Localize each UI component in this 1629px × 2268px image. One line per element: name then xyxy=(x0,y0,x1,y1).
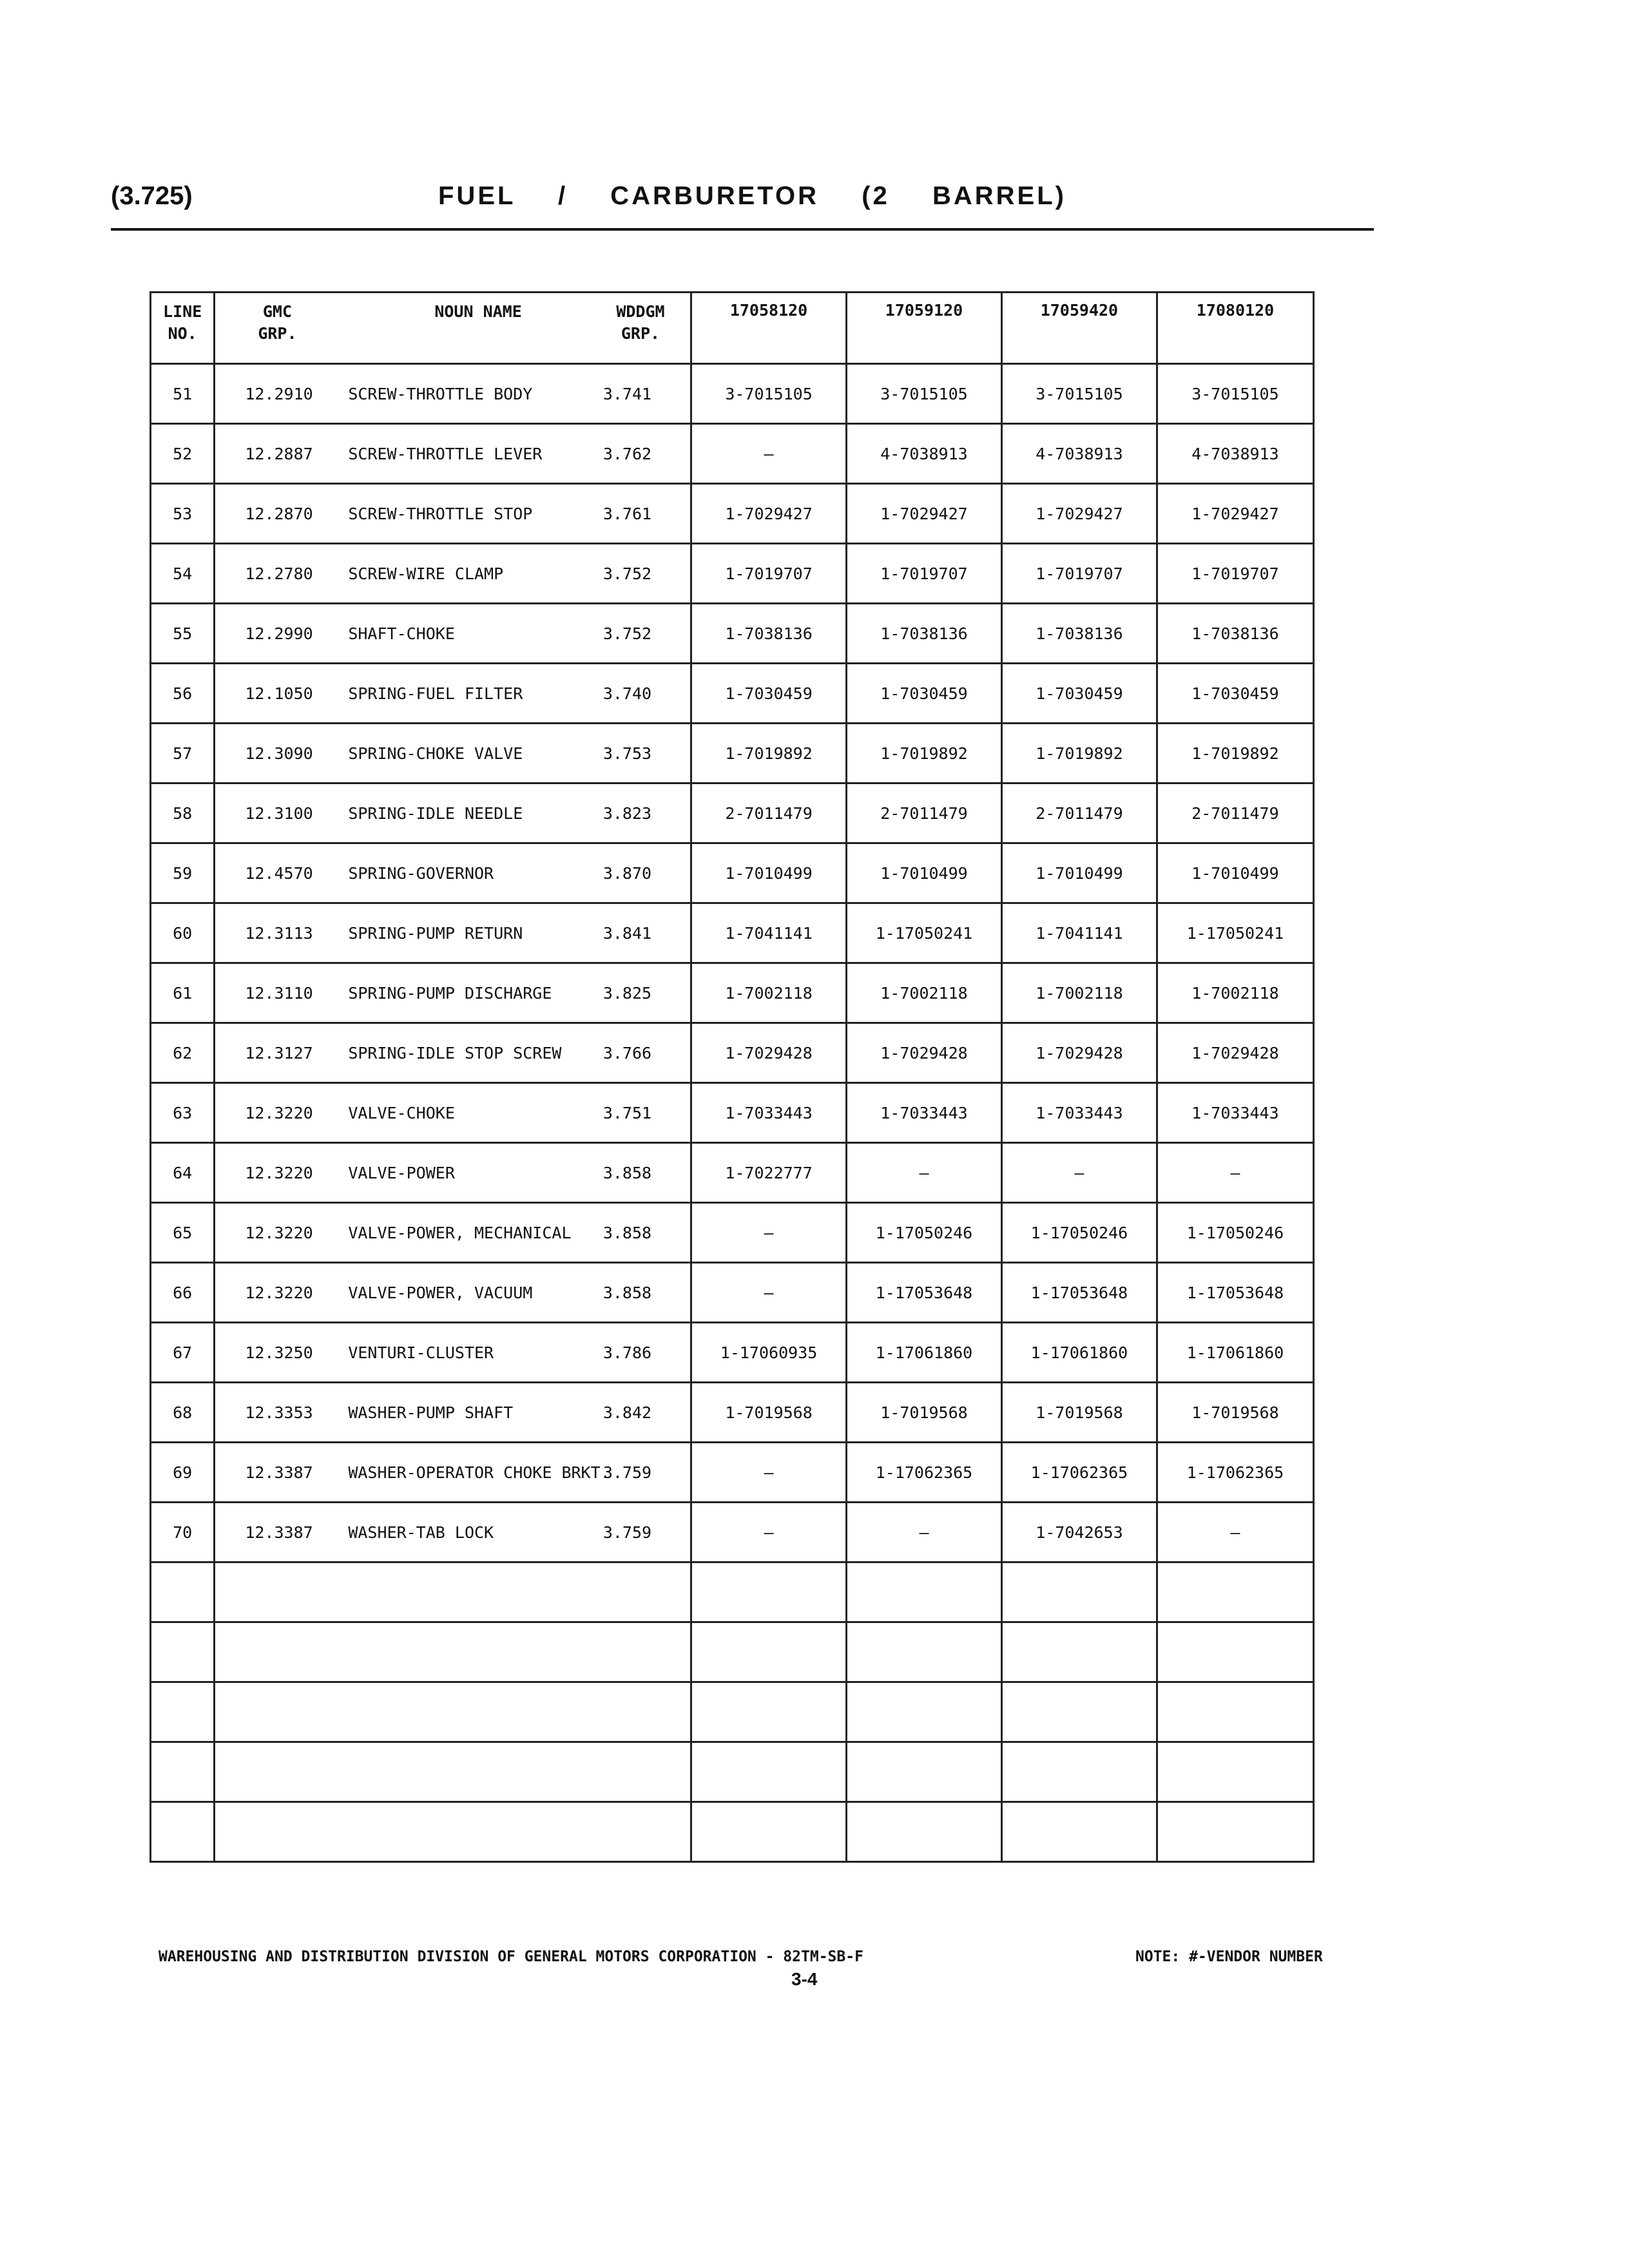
part-number-cell-4: 1-17053648 xyxy=(1157,1263,1313,1323)
part-number-cell-3: 4-7038913 xyxy=(1001,424,1157,484)
wddgm-group: 3.786 xyxy=(602,1343,652,1362)
wddgm-group: 3.858 xyxy=(602,1283,652,1302)
part-number-cell-3: 1-7038136 xyxy=(1001,604,1157,664)
empty-cell xyxy=(691,1682,847,1742)
description-cell xyxy=(215,364,691,424)
description-inner xyxy=(215,664,690,722)
noun-name: VENTURI-CLUSTER xyxy=(348,1343,494,1362)
part-number-cell-2: 1-7029428 xyxy=(847,1023,1002,1083)
part-number-cell-3: 1-7042653 xyxy=(1001,1503,1157,1562)
part-number-cell-4: 1-7010499 xyxy=(1157,843,1313,903)
gmc-group: 12.3220 xyxy=(245,1223,313,1242)
line-number-cell: 52 xyxy=(151,424,215,484)
part-number-cell-4: 1-17062365 xyxy=(1157,1443,1313,1503)
part-number-cell-1: 1-7010499 xyxy=(691,843,847,903)
part-number-cell-4: — xyxy=(1157,1143,1313,1203)
header-part-col-1: 17058120 xyxy=(691,293,847,364)
wddgm-group: 3.823 xyxy=(602,803,652,823)
part-number-cell-3: 1-17050246 xyxy=(1001,1203,1157,1263)
table-row xyxy=(151,843,1314,903)
part-number-cell-2: 1-7038136 xyxy=(847,604,1002,664)
empty-cell xyxy=(1001,1742,1157,1802)
parts-table xyxy=(149,291,1315,1863)
header-divider xyxy=(111,228,1374,231)
table-row xyxy=(151,484,1314,544)
gmc-group: 12.3220 xyxy=(245,1283,313,1302)
wddgm-group: 3.740 xyxy=(602,684,652,703)
part-number-cell-1: — xyxy=(691,1263,847,1323)
gmc-group: 12.3387 xyxy=(245,1463,313,1482)
gmc-group: 12.3113 xyxy=(245,923,313,943)
header-wddgm-grp-label: GRP. xyxy=(621,324,660,343)
description-inner xyxy=(215,904,690,962)
part-number-cell-4: 1-7002118 xyxy=(1157,963,1313,1023)
part-number-cell-2: 1-7010499 xyxy=(847,843,1002,903)
line-number-cell: 55 xyxy=(151,604,215,664)
part-number-cell-2: 1-7033443 xyxy=(847,1083,1002,1143)
wddgm-group: 3.759 xyxy=(602,1523,652,1542)
description-cell xyxy=(215,1443,691,1503)
noun-name: WASHER-TAB LOCK xyxy=(348,1523,494,1542)
part-number-cell-2: — xyxy=(847,1503,1002,1562)
part-number-cell-2: 1-7030459 xyxy=(847,664,1002,724)
wddgm-group: 3.841 xyxy=(602,923,652,943)
noun-name: SCREW-THROTTLE BODY xyxy=(348,384,533,403)
noun-name: SPRING-GOVERNOR xyxy=(348,863,494,883)
table-row xyxy=(151,424,1314,484)
part-number-cell-2: 1-7029427 xyxy=(847,484,1002,544)
table-row xyxy=(151,1023,1314,1083)
part-number-cell-1: 1-7029427 xyxy=(691,484,847,544)
noun-name: SCREW-WIRE CLAMP xyxy=(348,564,504,583)
part-number-cell-3: 1-17061860 xyxy=(1001,1323,1157,1383)
gmc-group: 12.2910 xyxy=(245,384,313,403)
line-number-cell: 56 xyxy=(151,664,215,724)
empty-cell xyxy=(151,1802,215,1862)
empty-row xyxy=(151,1562,1314,1622)
line-number-cell: 53 xyxy=(151,484,215,544)
line-number-cell: 60 xyxy=(151,903,215,963)
part-number-cell-3: 1-7019568 xyxy=(1001,1383,1157,1443)
line-number-cell: 64 xyxy=(151,1143,215,1203)
part-number-cell-3: — xyxy=(1001,1143,1157,1203)
description-cell xyxy=(215,1323,691,1383)
description-cell xyxy=(215,783,691,843)
footer-note: NOTE: #-VENDOR NUMBER xyxy=(1135,1948,1323,1965)
part-number-cell-2: 3-7015105 xyxy=(847,364,1002,424)
empty-cell xyxy=(847,1562,1002,1622)
header-line-label: LINE xyxy=(163,302,202,321)
empty-cell xyxy=(847,1682,1002,1742)
part-number-cell-4: 1-7029427 xyxy=(1157,484,1313,544)
table-row xyxy=(151,544,1314,604)
gmc-group: 12.3127 xyxy=(245,1043,313,1062)
wddgm-group: 3.741 xyxy=(602,384,652,403)
description-inner xyxy=(215,724,690,782)
empty-cell xyxy=(151,1562,215,1622)
part-number-cell-3: 1-7010499 xyxy=(1001,843,1157,903)
noun-name: SPRING-IDLE NEEDLE xyxy=(348,803,523,823)
gmc-group: 12.3220 xyxy=(245,1103,313,1122)
wddgm-group: 3.842 xyxy=(602,1403,652,1422)
empty-cell xyxy=(1001,1622,1157,1682)
wddgm-group: 3.752 xyxy=(602,564,652,583)
line-number-cell: 57 xyxy=(151,724,215,783)
line-number-cell: 66 xyxy=(151,1263,215,1323)
part-number-cell-1: 1-7030459 xyxy=(691,664,847,724)
line-number-cell: 58 xyxy=(151,783,215,843)
description-cell xyxy=(215,843,691,903)
wddgm-group: 3.759 xyxy=(602,1463,652,1482)
gmc-group: 12.3100 xyxy=(245,803,313,823)
description-inner xyxy=(215,544,690,602)
wddgm-group: 3.762 xyxy=(602,444,652,463)
footer-publisher: WAREHOUSING AND DISTRIBUTION DIVISION OF GENERAL MOTORS CORPORATION - 82TM-SB-F xyxy=(159,1948,863,1965)
description-cell xyxy=(215,1203,691,1263)
part-number-cell-1: — xyxy=(691,1203,847,1263)
part-number-cell-3: 1-7029427 xyxy=(1001,484,1157,544)
section-code: (3.725) xyxy=(111,182,193,210)
description-cell xyxy=(215,724,691,783)
description-inner xyxy=(215,1024,690,1082)
table-row xyxy=(151,783,1314,843)
gmc-group: 12.3220 xyxy=(245,1163,313,1182)
empty-cell xyxy=(691,1742,847,1802)
description-cell xyxy=(215,963,691,1023)
noun-name: SHAFT-CHOKE xyxy=(348,624,455,643)
empty-cell xyxy=(215,1562,691,1622)
part-number-cell-2: — xyxy=(847,1143,1002,1203)
table-row xyxy=(151,364,1314,424)
table-row xyxy=(151,1323,1314,1383)
table-row xyxy=(151,1203,1314,1263)
part-number-cell-1: 1-7019568 xyxy=(691,1383,847,1443)
wddgm-group: 3.766 xyxy=(602,1043,652,1062)
description-cell xyxy=(215,1263,691,1323)
wddgm-group: 3.858 xyxy=(602,1163,652,1182)
empty-cell xyxy=(1001,1562,1157,1622)
empty-row xyxy=(151,1802,1314,1862)
gmc-group: 12.3090 xyxy=(245,744,313,763)
page-title: FUEL / CARBURETOR (2 BARREL) xyxy=(438,182,1066,210)
wddgm-group: 3.858 xyxy=(602,1223,652,1242)
part-number-cell-1: 1-7038136 xyxy=(691,604,847,664)
description-inner xyxy=(215,485,690,543)
part-number-cell-2: 1-17050246 xyxy=(847,1203,1002,1263)
empty-cell xyxy=(691,1562,847,1622)
table-row xyxy=(151,1083,1314,1143)
gmc-group: 12.3387 xyxy=(245,1523,313,1542)
description-inner xyxy=(215,1383,690,1441)
page-number: 3-4 xyxy=(791,1969,818,1989)
part-number-cell-1: — xyxy=(691,1443,847,1503)
empty-cell xyxy=(1001,1682,1157,1742)
line-number-cell: 51 xyxy=(151,364,215,424)
noun-name: WASHER-PUMP SHAFT xyxy=(348,1403,514,1422)
part-number-cell-1: — xyxy=(691,424,847,484)
noun-name: SPRING-IDLE STOP SCREW xyxy=(348,1043,562,1062)
empty-cell xyxy=(847,1622,1002,1682)
part-number-cell-1: 1-7041141 xyxy=(691,903,847,963)
gmc-group: 12.3110 xyxy=(245,983,313,1003)
header-wddgm-label: WDDGM xyxy=(616,302,665,321)
noun-name: VALVE-CHOKE xyxy=(348,1103,455,1122)
part-number-cell-4: 1-7019568 xyxy=(1157,1383,1313,1443)
part-number-cell-3: 1-7002118 xyxy=(1001,963,1157,1023)
part-number-cell-2: 1-7019707 xyxy=(847,544,1002,604)
gmc-group: 12.2870 xyxy=(245,504,313,523)
part-number-cell-2: 1-7019568 xyxy=(847,1383,1002,1443)
part-number-cell-4: 1-7030459 xyxy=(1157,664,1313,724)
gmc-group: 12.4570 xyxy=(245,863,313,883)
description-cell xyxy=(215,484,691,544)
part-number-cell-2: 4-7038913 xyxy=(847,424,1002,484)
noun-name: SCREW-THROTTLE LEVER xyxy=(348,444,543,463)
part-number-cell-3: 1-7019892 xyxy=(1001,724,1157,783)
description-cell xyxy=(215,1023,691,1083)
gmc-group: 12.2887 xyxy=(245,444,313,463)
empty-cell xyxy=(215,1622,691,1682)
empty-cell xyxy=(691,1622,847,1682)
part-number-cell-3: 3-7015105 xyxy=(1001,364,1157,424)
gmc-group: 12.2990 xyxy=(245,624,313,643)
noun-name: SPRING-PUMP RETURN xyxy=(348,923,523,943)
empty-cell xyxy=(1157,1622,1313,1682)
part-number-cell-4: 1-7038136 xyxy=(1157,604,1313,664)
part-number-cell-2: 1-7019892 xyxy=(847,724,1002,783)
part-number-cell-3: 1-7041141 xyxy=(1001,903,1157,963)
description-cell xyxy=(215,1143,691,1203)
table-row xyxy=(151,1383,1314,1443)
table-row xyxy=(151,1143,1314,1203)
gmc-group: 12.2780 xyxy=(245,564,313,583)
part-number-cell-1: 1-7033443 xyxy=(691,1083,847,1143)
wddgm-group: 3.761 xyxy=(602,504,652,523)
table-row xyxy=(151,724,1314,783)
empty-cell xyxy=(215,1802,691,1862)
description-inner xyxy=(215,1084,690,1142)
description-inner xyxy=(215,604,690,662)
part-number-cell-3: 1-17053648 xyxy=(1001,1263,1157,1323)
part-number-cell-1: 1-17060935 xyxy=(691,1323,847,1383)
part-number-cell-1: 2-7011479 xyxy=(691,783,847,843)
description-cell xyxy=(215,1503,691,1562)
empty-row xyxy=(151,1682,1314,1742)
header-no-label: NO. xyxy=(168,324,197,343)
part-number-cell-4: 1-7019892 xyxy=(1157,724,1313,783)
empty-row xyxy=(151,1742,1314,1802)
noun-name: SPRING-CHOKE VALVE xyxy=(348,744,523,763)
part-number-cell-4: 4-7038913 xyxy=(1157,424,1313,484)
line-number-cell: 70 xyxy=(151,1503,215,1562)
description-cell xyxy=(215,664,691,724)
empty-cell xyxy=(215,1682,691,1742)
description-inner xyxy=(215,1323,690,1381)
description-inner xyxy=(215,844,690,902)
part-number-cell-2: 1-17062365 xyxy=(847,1443,1002,1503)
line-number-cell: 69 xyxy=(151,1443,215,1503)
empty-cell xyxy=(847,1742,1002,1802)
empty-cell xyxy=(1157,1802,1313,1862)
description-inner xyxy=(215,1503,690,1561)
empty-cell xyxy=(151,1682,215,1742)
description-cell xyxy=(215,1083,691,1143)
empty-cell xyxy=(151,1742,215,1802)
part-number-cell-3: 1-7033443 xyxy=(1001,1083,1157,1143)
empty-cell xyxy=(1001,1802,1157,1862)
part-number-cell-3: 1-7030459 xyxy=(1001,664,1157,724)
wddgm-group: 3.753 xyxy=(602,744,652,763)
empty-cell xyxy=(215,1742,691,1802)
description-inner xyxy=(215,425,690,483)
table-row xyxy=(151,604,1314,664)
header-gmc xyxy=(258,301,296,345)
part-number-cell-2: 1-7002118 xyxy=(847,963,1002,1023)
description-inner xyxy=(215,1144,690,1202)
line-number-cell: 59 xyxy=(151,843,215,903)
empty-row xyxy=(151,1622,1314,1682)
table-row xyxy=(151,1443,1314,1503)
gmc-group: 12.1050 xyxy=(245,684,313,703)
noun-name: SPRING-FUEL FILTER xyxy=(348,684,523,703)
noun-name: VALVE-POWER xyxy=(348,1163,455,1182)
table-header-row xyxy=(151,293,1314,364)
part-number-cell-1: 1-7019892 xyxy=(691,724,847,783)
empty-cell xyxy=(1157,1742,1313,1802)
table-body xyxy=(151,364,1314,1862)
gmc-group: 12.3250 xyxy=(245,1343,313,1362)
description-inner xyxy=(215,365,690,423)
part-number-cell-4: 3-7015105 xyxy=(1157,364,1313,424)
part-number-cell-1: 1-7002118 xyxy=(691,963,847,1023)
header-part-col-4: 17080120 xyxy=(1157,293,1313,364)
empty-cell xyxy=(1157,1682,1313,1742)
table-row xyxy=(151,903,1314,963)
table-row xyxy=(151,1503,1314,1562)
noun-name: VALVE-POWER, VACUUM xyxy=(348,1283,533,1302)
part-number-cell-3: 1-17062365 xyxy=(1001,1443,1157,1503)
line-number-cell: 67 xyxy=(151,1323,215,1383)
part-number-cell-2: 2-7011479 xyxy=(847,783,1002,843)
part-number-cell-4: 1-7033443 xyxy=(1157,1083,1313,1143)
wddgm-group: 3.825 xyxy=(602,983,652,1003)
part-number-cell-1: — xyxy=(691,1503,847,1562)
description-inner xyxy=(215,1443,690,1501)
line-number-cell: 63 xyxy=(151,1083,215,1143)
description-cell xyxy=(215,903,691,963)
part-number-cell-1: 1-7029428 xyxy=(691,1023,847,1083)
part-number-cell-2: 1-17050241 xyxy=(847,903,1002,963)
table-row xyxy=(151,664,1314,724)
header-part-col-2: 17059120 xyxy=(847,293,1002,364)
part-number-cell-4: 1-17050241 xyxy=(1157,903,1313,963)
part-number-cell-4: 1-17050246 xyxy=(1157,1203,1313,1263)
header-gmc-label: GMC xyxy=(262,302,293,321)
part-number-cell-4: — xyxy=(1157,1503,1313,1562)
description-inner xyxy=(215,964,690,1022)
part-number-cell-4: 1-7019707 xyxy=(1157,544,1313,604)
line-number-cell: 65 xyxy=(151,1203,215,1263)
header-part-col-3: 17059420 xyxy=(1001,293,1157,364)
description-inner xyxy=(215,1204,690,1262)
description-inner xyxy=(215,784,690,842)
part-number-cell-1: 1-7019707 xyxy=(691,544,847,604)
noun-name: SCREW-THROTTLE STOP xyxy=(348,504,533,523)
line-number-cell: 61 xyxy=(151,963,215,1023)
line-number-cell: 62 xyxy=(151,1023,215,1083)
part-number-cell-2: 1-17053648 xyxy=(847,1263,1002,1323)
description-inner xyxy=(215,1264,690,1321)
part-number-cell-3: 2-7011479 xyxy=(1001,783,1157,843)
empty-cell xyxy=(847,1802,1002,1862)
description-cell xyxy=(215,604,691,664)
wddgm-group: 3.870 xyxy=(602,863,652,883)
empty-cell xyxy=(151,1622,215,1682)
wddgm-group: 3.751 xyxy=(602,1103,652,1122)
noun-name: WASHER-OPERATOR CHOKE BRKT. xyxy=(348,1463,610,1482)
part-number-cell-4: 1-17061860 xyxy=(1157,1323,1313,1383)
part-number-cell-3: 1-7019707 xyxy=(1001,544,1157,604)
header-description xyxy=(215,293,691,364)
noun-name: SPRING-PUMP DISCHARGE xyxy=(348,983,552,1003)
empty-cell xyxy=(1157,1562,1313,1622)
header-noun-name: NOUN NAME xyxy=(434,302,522,321)
part-number-cell-2: 1-17061860 xyxy=(847,1323,1002,1383)
description-cell xyxy=(215,1383,691,1443)
wddgm-group: 3.752 xyxy=(602,624,652,643)
header-line-no xyxy=(151,293,215,364)
table-row xyxy=(151,963,1314,1023)
part-number-cell-1: 3-7015105 xyxy=(691,364,847,424)
header-grp-label: GRP. xyxy=(258,324,297,343)
part-number-cell-4: 1-7029428 xyxy=(1157,1023,1313,1083)
gmc-group: 12.3353 xyxy=(245,1403,313,1422)
description-cell xyxy=(215,544,691,604)
noun-name: VALVE-POWER, MECHANICAL xyxy=(348,1223,572,1242)
line-number-cell: 54 xyxy=(151,544,215,604)
empty-cell xyxy=(691,1802,847,1862)
header-wddgm xyxy=(616,301,664,345)
part-number-cell-1: 1-7022777 xyxy=(691,1143,847,1203)
part-number-cell-4: 2-7011479 xyxy=(1157,783,1313,843)
part-number-cell-3: 1-7029428 xyxy=(1001,1023,1157,1083)
description-cell xyxy=(215,424,691,484)
table-row xyxy=(151,1263,1314,1323)
line-number-cell: 68 xyxy=(151,1383,215,1443)
